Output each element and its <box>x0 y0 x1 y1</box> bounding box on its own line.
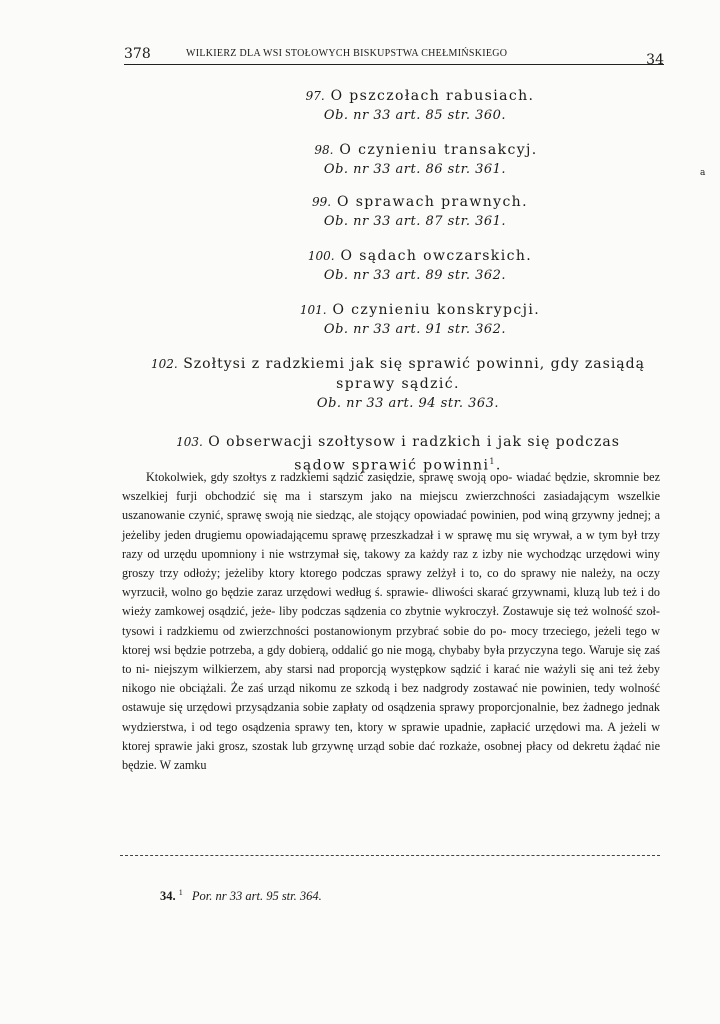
section-title-continued: sądow sprawić powinni$^1$. <box>294 457 502 474</box>
margin-marker: a <box>700 168 706 178</box>
section-reference: Ob. nr 33 art. 91 str. 362. <box>323 322 507 337</box>
section-reference: Ob. nr 33 art. 87 str. 361. <box>323 214 507 229</box>
body-line: mocy trzeciego, jeżeli tego w ktorej wsi będzie potrzeba, a gdy dobierą, <box>122 623 660 657</box>
section-entry-100 <box>120 246 680 286</box>
section-entry-99 <box>120 192 680 232</box>
section-number: 102. <box>151 357 178 371</box>
section-title: 99. O sprawach prawnych. <box>312 194 528 210</box>
body-line: mu się wrywał, a w tym był trzy razy od urzędu upomniony i nie wstrzymał <box>122 527 661 561</box>
footnote-number: 34. <box>160 889 176 904</box>
article-body <box>122 468 660 775</box>
body-line: liby podczas sądzenia co zbytnie wykroczył. Zostawuje się też wolność szoł- <box>278 604 660 619</box>
body-line: się, takowy za każdy raz z izby nie wychodząc urzędowi winy groszy trzy <box>122 546 660 581</box>
body-line: Ktokolwiek, gdy szołtys z radzkiemi sądzić zasiędzie, sprawę swoją opo- <box>146 470 513 484</box>
body-paragraph <box>122 468 660 775</box>
body-line: swoją nie siedząc, ale stojący opowiadać powinien, pod winą grzywny jednej; <box>265 508 651 523</box>
body-line: niejszym wilkierzem, aby starsi nad proporcją występkow sądzić i karać nie <box>154 662 540 677</box>
section-title: 101. O czynieniu konskrypcji. <box>299 302 541 318</box>
section-title: 97. O pszczołach rabusiach. <box>305 88 535 104</box>
section-number: 103. <box>176 435 203 449</box>
section-title: 103. O obserwacji szołtysow i radzkich i jak się podczas <box>176 434 620 450</box>
page-header <box>124 44 664 68</box>
signature-number: 34 <box>646 52 664 68</box>
body-line: odłoży; jeżeliby ktory ktorego podczas sprawy zelżył i to, co do sprawy nie <box>183 566 577 581</box>
section-title-continued: sprawy sądzić. <box>336 376 460 392</box>
body-line: a jeżeliby jeden drugiemu opowiadającemu sprawę przeszkadzał i w sprawę <box>122 508 661 542</box>
section-entry-101 <box>120 300 680 340</box>
body-line: zapłacić urzędowi ma. A jeżeli w ktorej sprawie jaki grosz, szostak lub grzywnę <box>122 719 661 753</box>
body-line: należy, na oczy wyrzucił, wolno go będzie zaraz urzędowi według ś. sprawie- <box>122 566 661 600</box>
section-title: 100. O sądach owczarskich. <box>307 248 533 264</box>
section-reference: Ob. nr 33 art. 86 str. 361. <box>323 162 507 177</box>
section-number: 97. <box>305 89 325 103</box>
footnote <box>160 888 322 904</box>
section-number: 98. <box>314 143 334 157</box>
body-line: urząd sobie dać rozkaże, osobnej płacy od dekretu żądać nie będzie. W zamku <box>122 738 661 773</box>
body-line: przysądzania sobie zapłaty od osądzenia sprawy proporcjonalnie, bez żadnego <box>235 700 624 715</box>
body-line: oddalić go nie mogą, chybaby była przyczyna tego. Waruje się zaś to ni- <box>122 642 660 677</box>
footnote-divider <box>120 855 660 862</box>
section-number: 101. <box>299 303 327 317</box>
body-line: wiadać będzie, skromnie bez wszelkiej furji obchodzić się ma i starszym jako <box>122 470 660 504</box>
section-reference: Ob. nr 33 art. 89 str. 362. <box>323 268 507 283</box>
section-entry-102 <box>120 354 676 414</box>
footnote-marker: 1 <box>489 457 496 466</box>
running-title: WILKIERZ DLA WSI STOŁOWYCH BISKUPSTWA CHEŁMIŃSKIEGO <box>186 48 508 59</box>
section-title: 98. O czynieniu transakcyj. <box>314 142 538 158</box>
body-line: na miejscu zwierzchności zasiadającym wszelkie uszanowanie czynić, sprawę <box>122 489 660 523</box>
body-line: jednak wydzierstwa, i od tego osądzenia sprawy ten, ktory w sprawie upadnie, <box>122 700 661 734</box>
section-number: 100. <box>307 249 335 263</box>
footnote-text: Por. nr 33 art. 95 str. 364. <box>191 889 322 904</box>
page-number: 378 <box>124 46 151 62</box>
body-line: dliwości skarać grzywnami, kluzą lub też i do wieży zamkowej osądzić, jeże- <box>122 585 661 619</box>
section-entry-97 <box>120 86 680 126</box>
section-entry-98 <box>120 140 680 180</box>
body-line: tysowi i radzkiemu od zwierzchności postanowionym przybrać sobie do po- <box>122 623 507 638</box>
section-title: 102. Szołtysi z radzkiemi jak się sprawić powinni, gdy zasiądą <box>151 356 645 372</box>
section-reference: Ob. nr 33 art. 85 str. 360. <box>323 108 507 123</box>
section-number: 99. <box>312 195 332 209</box>
body-line: ważyli się ani też żeby nikogo nie obciążali. Że zaś urząd nikomu ze szkodą <box>122 662 661 696</box>
body-line: i bez nadgrody zostawać nie powinien, tedy wolność ostawuje się urzędowi <box>122 681 661 715</box>
section-reference: Ob. nr 33 art. 94 str. 363. <box>316 396 500 411</box>
footnote-mark: 1 <box>178 888 183 897</box>
